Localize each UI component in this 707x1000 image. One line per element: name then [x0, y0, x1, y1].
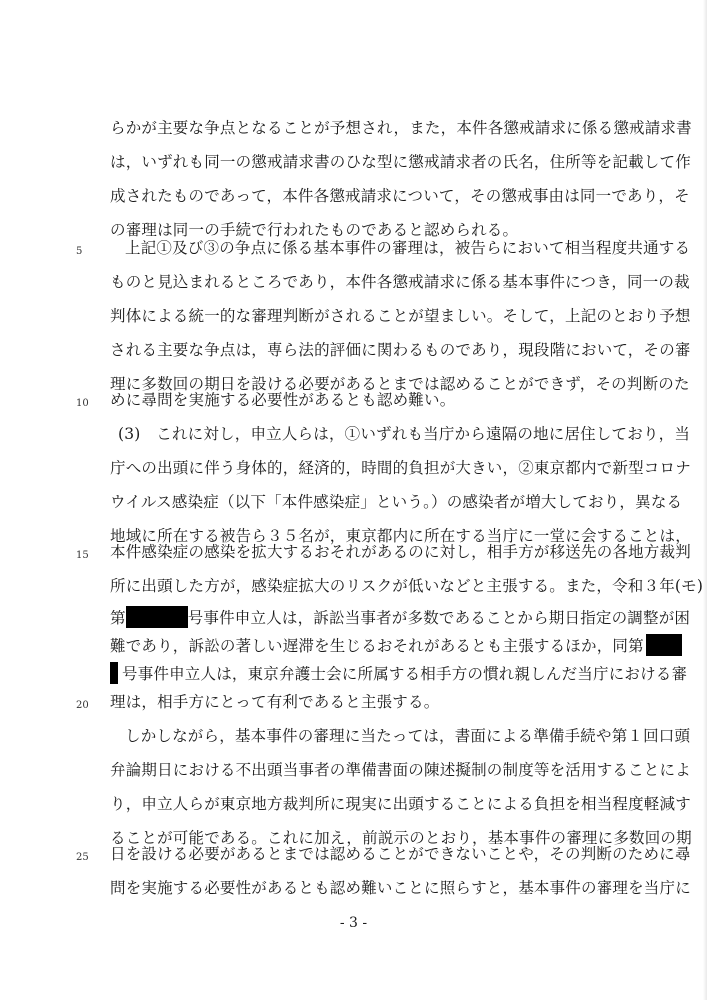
text-line: 上記①及び③の争点に係る基本事件の審理は，被告らにおいて相当程度共通する [125, 239, 691, 257]
text-segment: 第 [110, 609, 126, 627]
redaction-block [126, 606, 188, 628]
text-line: 所に出頭した方が，感染症拡大のリスクが低いなどと主張する。また，令和３年(モ) [110, 577, 704, 595]
text-line: らかが主要な争点となることが予想され，また，本件各懲戒請求に係る懲戒請求書 [110, 119, 692, 137]
line-number: 10 [76, 398, 89, 409]
text-line: ウイルス感染症（以下「本件感染症」という。）の感染者が増大しており，異なる [110, 493, 683, 511]
text-line: 地域に所在する被告ら３５名が，東京都内に所在する当庁に一堂に会することは， [110, 527, 691, 545]
text-line: 庁への出頭に伴う身体的，経済的，時間的負担が大きい，②東京都内で新型コロナ [110, 459, 691, 477]
text-line [110, 606, 690, 628]
text-line: 弁論期日における不出頭当事者の準備書面の陳述擬制の制度等を活用することによ [110, 761, 691, 779]
redaction-block [646, 634, 682, 656]
text-line: 判体による統一的な審理判断がされることが望ましい。そして，上記のとおり予想 [110, 307, 691, 325]
scan-edge-shadow [703, 0, 707, 1000]
text-line: 本件感染症の感染を拡大するおそれがあるのに対し，相手方が移送先の各地方裁判 [110, 543, 691, 561]
redaction-block [110, 662, 118, 684]
text-line [110, 634, 682, 656]
page-number: - 3 - [339, 915, 368, 931]
text-segment: 号事件申立人は，東京弁護士会に所属する相手方の慣れ親しんだ当庁における審 [122, 665, 688, 683]
text-line: 理に多数回の期日を設ける必要があるとまでは認めることができず，その判断のた [110, 375, 690, 393]
text-segment: 難であり，訴訟の著しい遅滞を生じるおそれがあるとも主張するほか，同第 [110, 637, 644, 655]
text-line [110, 662, 687, 684]
text-line: ることが可能である。これに加え，前説示のとおり，基本事件の審理に多数回の期 [110, 829, 692, 847]
text-line: される主要な争点は，専ら法的評価に関わるものであり，現段階において，その審 [110, 341, 691, 359]
text-line: 日を設ける必要があるとまでは認めることができないことや，その判断のために尋 [110, 845, 691, 863]
text-line: (3) これに対し，申立人らは，①いずれも当庁から遠隔の地に居住しており，当 [118, 425, 691, 443]
text-line: り，申立人らが東京地方裁判所に現実に出頭することによる負担を相当程度軽減す [110, 795, 691, 813]
line-number: 25 [76, 852, 89, 863]
line-number: 20 [76, 700, 89, 711]
text-line: めに尋問を実施する必要性があるとも認め難い。 [110, 391, 456, 409]
text-segment: 号事件申立人は，訴訟当事者が多数であることから期日指定の調整が困 [187, 609, 691, 627]
text-line: ものと見込まれるところであり，本件各懲戒請求に係る基本事件につき，同一の裁 [110, 273, 690, 291]
line-number: 15 [76, 550, 89, 561]
text-line: は，いずれも同一の懲戒請求書のひな型に懲戒請求者の氏名，住所等を記載して作 [110, 153, 691, 171]
text-line: の審理は同一の手続で行われたものであると認められる。 [110, 221, 519, 239]
text-line: 成されたものであって，本件各懲戒請求について，その懲戒事由は同一であり，そ [110, 187, 690, 205]
text-line: 問を実施する必要性があるとも認め難いことに照らすと，基本事件の審理を当庁に [110, 879, 691, 897]
text-line: しかしながら，基本事件の審理に当たっては，書面による準備手続や第１回口頭 [125, 727, 691, 745]
line-number: 5 [76, 246, 83, 257]
text-line: 理は，相手方にとって有利であると主張する。 [110, 693, 440, 711]
